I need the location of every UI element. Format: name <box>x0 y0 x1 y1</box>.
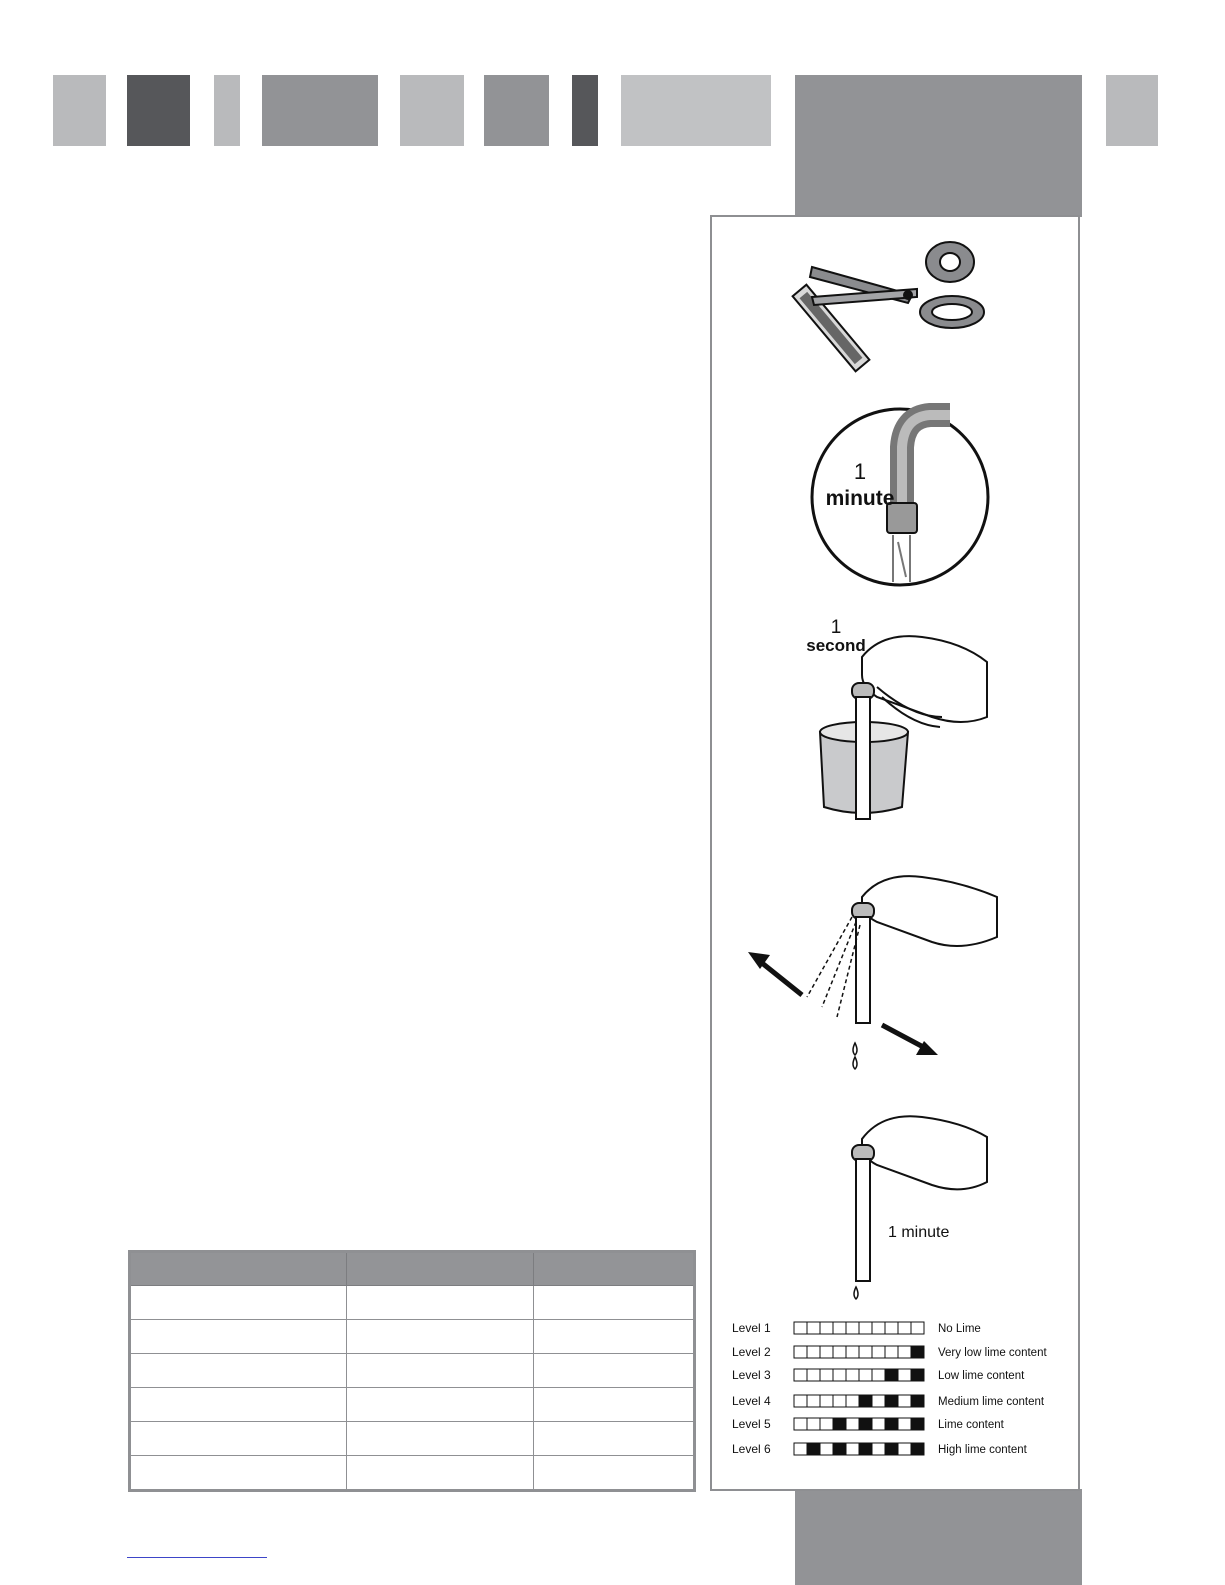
hand-dip-strip-icon <box>806 617 987 819</box>
table-cell <box>534 1421 695 1455</box>
table-cell <box>347 1286 534 1320</box>
legend-square <box>833 1395 846 1407</box>
legend-square <box>820 1395 833 1407</box>
legend-square <box>807 1346 820 1358</box>
footer-link-underline[interactable] <box>127 1557 267 1558</box>
legend-square <box>911 1346 924 1358</box>
table-cell <box>534 1455 695 1490</box>
faucet-icon <box>812 409 988 585</box>
legend-square <box>885 1369 898 1381</box>
legend-square <box>794 1369 807 1381</box>
legend-square <box>846 1395 859 1407</box>
legend-square <box>833 1346 846 1358</box>
legend-square <box>885 1443 898 1455</box>
legend-square <box>794 1346 807 1358</box>
legend-square <box>911 1418 924 1430</box>
legend-square <box>807 1322 820 1334</box>
table-cell <box>130 1421 347 1455</box>
legend-square <box>872 1443 885 1455</box>
legend-description: Medium lime content <box>938 1396 1045 1408</box>
legend-square <box>820 1322 833 1334</box>
legend-square <box>820 1418 833 1430</box>
legend-description: Low lime content <box>938 1370 1025 1382</box>
scissors-icon <box>793 242 984 371</box>
legend-square <box>833 1322 846 1334</box>
legend-description: Very low lime content <box>938 1347 1047 1359</box>
shake-strip-icon <box>748 876 997 1069</box>
table-header-cell <box>347 1252 534 1286</box>
header-block-4 <box>262 75 378 146</box>
legend-square <box>859 1443 872 1455</box>
legend-square <box>859 1418 872 1430</box>
table-cell <box>130 1319 347 1353</box>
legend-square <box>794 1322 807 1334</box>
step3-unit: second <box>806 636 866 655</box>
table-cell <box>534 1286 695 1320</box>
legend-description: High lime content <box>938 1444 1027 1456</box>
legend-square <box>820 1443 833 1455</box>
table-header-row <box>130 1252 695 1286</box>
legend-square <box>911 1395 924 1407</box>
step2-unit: minute <box>825 487 895 510</box>
legend-square <box>794 1443 807 1455</box>
legend-level-label: Level 2 <box>732 1345 771 1359</box>
legend-square <box>807 1443 820 1455</box>
legend-square <box>794 1418 807 1430</box>
table-cell <box>347 1319 534 1353</box>
table-cell <box>130 1286 347 1320</box>
legend-level-label: Level 6 <box>732 1442 771 1456</box>
legend-square <box>859 1395 872 1407</box>
legend-square <box>898 1443 911 1455</box>
legend-square <box>911 1443 924 1455</box>
step3-number: 1 <box>830 617 842 638</box>
header-block-5 <box>400 75 464 146</box>
legend-square <box>846 1443 859 1455</box>
header-block-3 <box>214 75 240 146</box>
table-cell <box>130 1455 347 1490</box>
table-cell <box>347 1387 534 1421</box>
table-cell <box>347 1455 534 1490</box>
table-row <box>130 1421 695 1455</box>
illustration-svg <box>712 217 1082 1493</box>
legend-square <box>833 1369 846 1381</box>
table-row <box>130 1286 695 1320</box>
legend-square <box>846 1346 859 1358</box>
legend-level-label: Level 4 <box>732 1394 771 1408</box>
legend-square <box>898 1322 911 1334</box>
legend-square <box>872 1322 885 1334</box>
table-row <box>130 1387 695 1421</box>
legend-level-label: Level 1 <box>732 1321 771 1335</box>
legend-square <box>794 1395 807 1407</box>
legend-square <box>859 1322 872 1334</box>
header-block-6 <box>484 75 549 146</box>
legend-square <box>872 1369 885 1381</box>
table-cell <box>534 1319 695 1353</box>
table-header-cell <box>130 1252 347 1286</box>
legend-square <box>872 1395 885 1407</box>
legend-square <box>859 1346 872 1358</box>
legend-square <box>885 1322 898 1334</box>
step2-number: 1 <box>853 459 867 484</box>
table-cell <box>347 1353 534 1387</box>
table-row <box>130 1353 695 1387</box>
legend-square <box>898 1418 911 1430</box>
table-cell <box>347 1421 534 1455</box>
legend-square <box>898 1346 911 1358</box>
header-block-2 <box>127 75 190 146</box>
legend-description: Lime content <box>938 1419 1004 1431</box>
table-row <box>130 1319 695 1353</box>
legend-square <box>911 1322 924 1334</box>
step5-label: 1 minute <box>888 1224 950 1241</box>
legend-square <box>859 1369 872 1381</box>
legend-description: No Lime <box>938 1323 981 1335</box>
legend-square <box>807 1369 820 1381</box>
lime-level-legend <box>732 1321 1047 1456</box>
legend-square <box>807 1418 820 1430</box>
legend-square <box>846 1418 859 1430</box>
table-cell <box>130 1353 347 1387</box>
illustration-panel <box>710 215 1080 1491</box>
table-header-cell <box>534 1252 695 1286</box>
legend-level-label: Level 3 <box>732 1368 771 1382</box>
header-block-1 <box>53 75 106 146</box>
legend-square <box>898 1395 911 1407</box>
table-cell <box>130 1387 347 1421</box>
legend-square <box>833 1418 846 1430</box>
legend-square <box>872 1418 885 1430</box>
legend-square <box>846 1369 859 1381</box>
header-block-10 <box>1106 75 1158 146</box>
legend-square <box>846 1322 859 1334</box>
legend-square <box>807 1395 820 1407</box>
header-tab-top <box>795 75 1082 217</box>
legend-level-label: Level 5 <box>732 1417 771 1431</box>
legend-square <box>911 1369 924 1381</box>
legend-square <box>820 1346 833 1358</box>
table-cell <box>534 1353 695 1387</box>
header-block-8 <box>621 75 771 146</box>
header-block-7 <box>572 75 598 146</box>
legend-square <box>872 1346 885 1358</box>
legend-square <box>885 1418 898 1430</box>
table-row <box>130 1455 695 1490</box>
legend-square <box>833 1443 846 1455</box>
levels-table <box>128 1250 696 1492</box>
legend-square <box>885 1395 898 1407</box>
legend-square <box>885 1346 898 1358</box>
footer-tab-bottom <box>795 1489 1082 1585</box>
legend-square <box>898 1369 911 1381</box>
hand-hold-strip-icon <box>852 1116 987 1299</box>
table-cell <box>534 1387 695 1421</box>
legend-square <box>820 1369 833 1381</box>
